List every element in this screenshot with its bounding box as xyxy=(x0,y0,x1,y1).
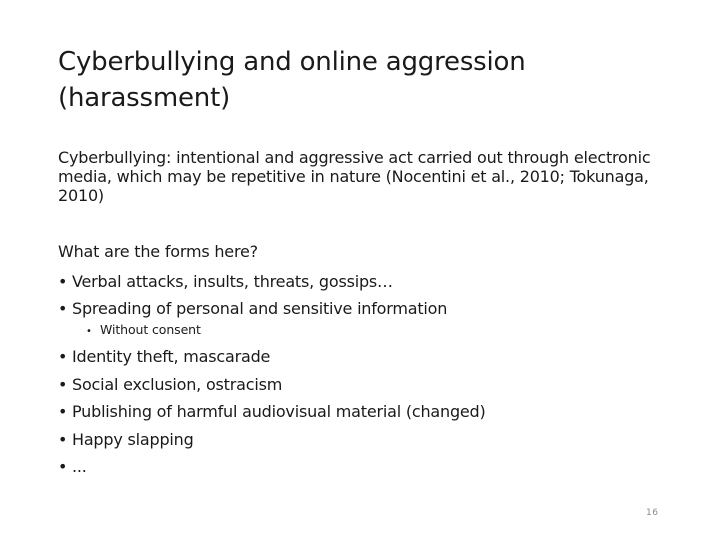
bullet-icon: • xyxy=(58,272,68,291)
forms-list-top xyxy=(58,268,447,322)
bullet-icon: • xyxy=(58,374,68,394)
list-item xyxy=(58,268,447,295)
list-item-text: Verbal attacks, insults, threats, gossips… xyxy=(72,272,393,291)
list-item-text: Identity theft, mascarade xyxy=(72,347,271,366)
sub-list-item xyxy=(86,320,201,342)
bullet-icon: • xyxy=(58,299,68,318)
list-item xyxy=(58,371,486,399)
forms-question: What are the forms here? xyxy=(58,242,258,261)
page-number: 16 xyxy=(646,508,659,518)
list-item xyxy=(58,426,486,454)
slide-title: Cyberbullying and online aggression (harassment) xyxy=(58,47,526,113)
list-item-text: Spreading of personal and sensitive information xyxy=(72,299,448,318)
list-item-text: ... xyxy=(72,457,87,476)
bullet-icon: • xyxy=(58,429,68,449)
list-item xyxy=(58,398,486,426)
definition-paragraph: Cyberbullying: intentional and aggressive act carried out through electronic media, which may be repetitive in nature (Nocentini et al., 2010; Tokunaga, 2010) xyxy=(58,148,651,205)
list-item xyxy=(58,295,447,322)
bullet-icon: • xyxy=(86,326,92,337)
list-item-text: Publishing of harmful audiovisual material (changed) xyxy=(72,402,486,421)
list-item xyxy=(58,453,486,481)
list-item-text: Happy slapping xyxy=(72,429,194,449)
bullet-icon: • xyxy=(58,402,68,421)
forms-list-bottom xyxy=(58,343,486,481)
bullet-icon: • xyxy=(58,347,68,366)
list-item-text: Social exclusion, ostracism xyxy=(72,374,283,394)
sub-list-item-text: Without consent xyxy=(100,322,201,337)
bullet-icon: • xyxy=(58,457,68,476)
forms-sub-list xyxy=(86,320,201,342)
list-item xyxy=(58,343,486,371)
